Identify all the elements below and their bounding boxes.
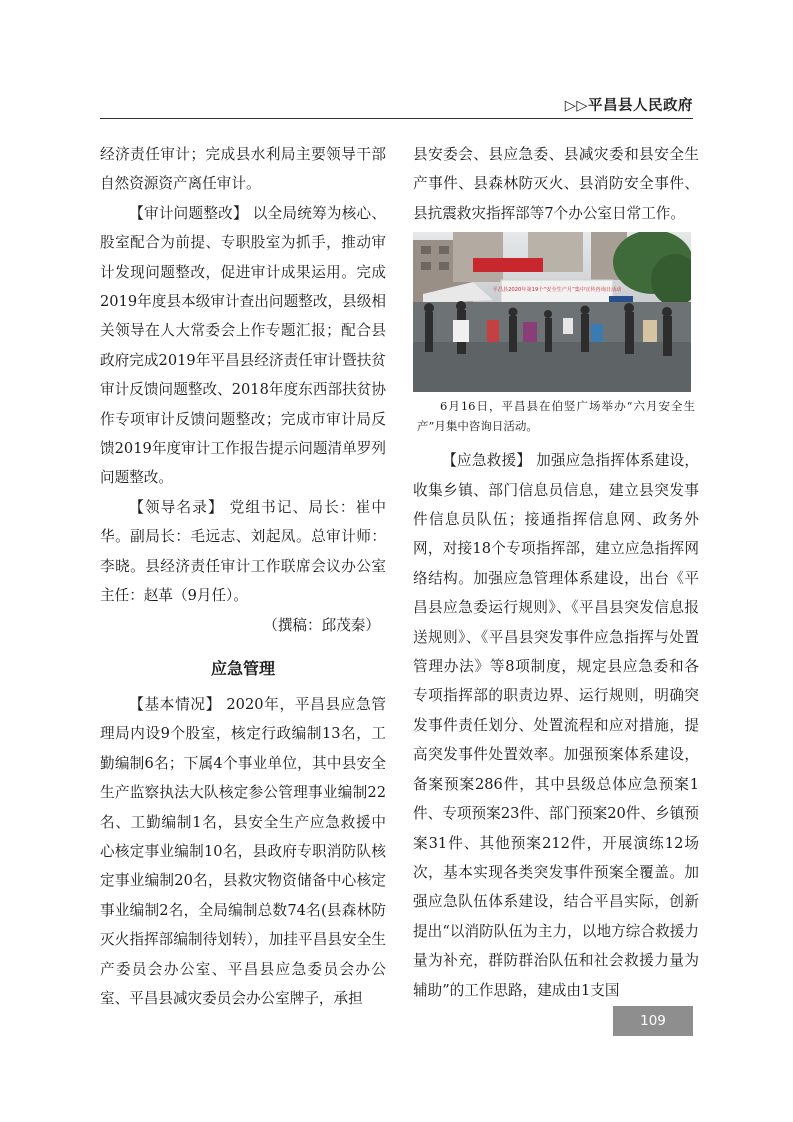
- paragraph-text: 以全局统筹为核心、股室配合为前提、专职股室为抓手，推动审计发现问题整改，促进审计成果运用。完成2019年度县本级审计查出问题整改，县级相关领导在人大常委会上作专题汇报；配合县政府完成2019年平昌县经济责任审计暨扶贫审计反馈问题整改、2018年度东西部扶贫协作专项审计反馈问题整改；完成市审计局反馈2019年度审计工作报告提示问题清单罗列问题整改。: [100, 204, 386, 487]
- paragraph-audit-rectification: [100, 199, 386, 493]
- section-tag: 【应急救援】: [442, 452, 532, 470]
- event-photo: [413, 232, 691, 392]
- author-byline: （撰稿：邱茂秦）: [263, 616, 380, 634]
- left-column: [100, 140, 386, 1013]
- section-tag: 【审计问题整改】: [129, 204, 248, 222]
- section-heading: 应急管理: [210, 658, 275, 678]
- page-number: 109: [613, 1006, 693, 1036]
- header-divider: [100, 118, 693, 119]
- paragraph-emergency-rescue: [413, 446, 699, 1005]
- photo-caption: 6月16日，平昌县在伯竖广场举办“六月安全生产”月集中咨询日活动。: [417, 399, 695, 434]
- paragraph-audit-continued: 经济责任审计；完成县水利局主要领导干部自然资源资产离任审计。: [100, 146, 386, 193]
- paragraph-leadership: [100, 493, 386, 611]
- paragraph-text: 党组书记、局长：崔中华。副局长：毛远志、刘起凤。总审计师：李晓。县经济责任审计工作联席会议办公室主任：赵革（9月任）。: [100, 498, 386, 605]
- photo-illustration: [413, 232, 691, 392]
- paragraph-offices-continued: 县安委会、县应急委、县减灾委和县安全生产事件、县森林防灭火、县消防安全事件、县抗震救灾指挥部等7个办公室日常工作。: [413, 146, 699, 222]
- paragraph-text: 加强应急指挥体系建设，收集乡镇、部门信息员信息，建立县突发事件信息员队伍；接通指挥信息网、政务外网，对接18个专项指挥部，建立应急指挥网络结构。加强应急管理体系建设，出台《平昌县应急委运行规则》、《平昌县突发信息报送规则》、《平昌县突发事件应急指挥与处置管理办法》等8项制度，规定县应急委和各专项指挥部的职责边界、运行规则，明确突发事件责任划分、处置流程和应对措施，提高突发事件处置效率。加强预案体系建设，备案预案286件，其中县级总体应急预案1件、专项预案23件、部门预案20件、乡镇预案31件、其他预案212件，开展演练12场次，基本实现各类突发事件预案全覆盖。加强应急队伍体系建设，结合平昌实际，创新提出“以消防队伍为主力，以地方综合救援力量为补充，群防群治队伍和社会救援力量为辅助”的工作思路，建成由1支国: [413, 452, 699, 999]
- right-column: [413, 140, 699, 1005]
- section-tag: 【基本情况】: [129, 695, 222, 713]
- paragraph-basic-info: [100, 690, 386, 1013]
- photo-banner-text: 平昌县2020年第19个“安全生产月”集中宣传咨询日活动: [492, 287, 622, 294]
- paragraph-text: 2020年，平昌县应急管理局内设9个股室，核定行政编制13名，工勤编制6名；下属4个事业单位，其中县安全生产监察执法大队核定参公管理事业编制22名、工勤编制1名，县安全生产应急救援中心核定事业编制10名，县政府专职消防队核定事业编制20名，县救灾物资储备中心核定事业编制2名，全局编制总数74名(县森林防灭火指挥部编制待划转），加挂平昌县安全生产委员会办公室、平昌县应急委员会办公室、平昌县减灾委员会办公室牌子，承担: [100, 695, 386, 1007]
- section-tag: 【领导名录】: [129, 498, 224, 516]
- running-header-title: ▷▷平昌县人民政府: [564, 98, 693, 114]
